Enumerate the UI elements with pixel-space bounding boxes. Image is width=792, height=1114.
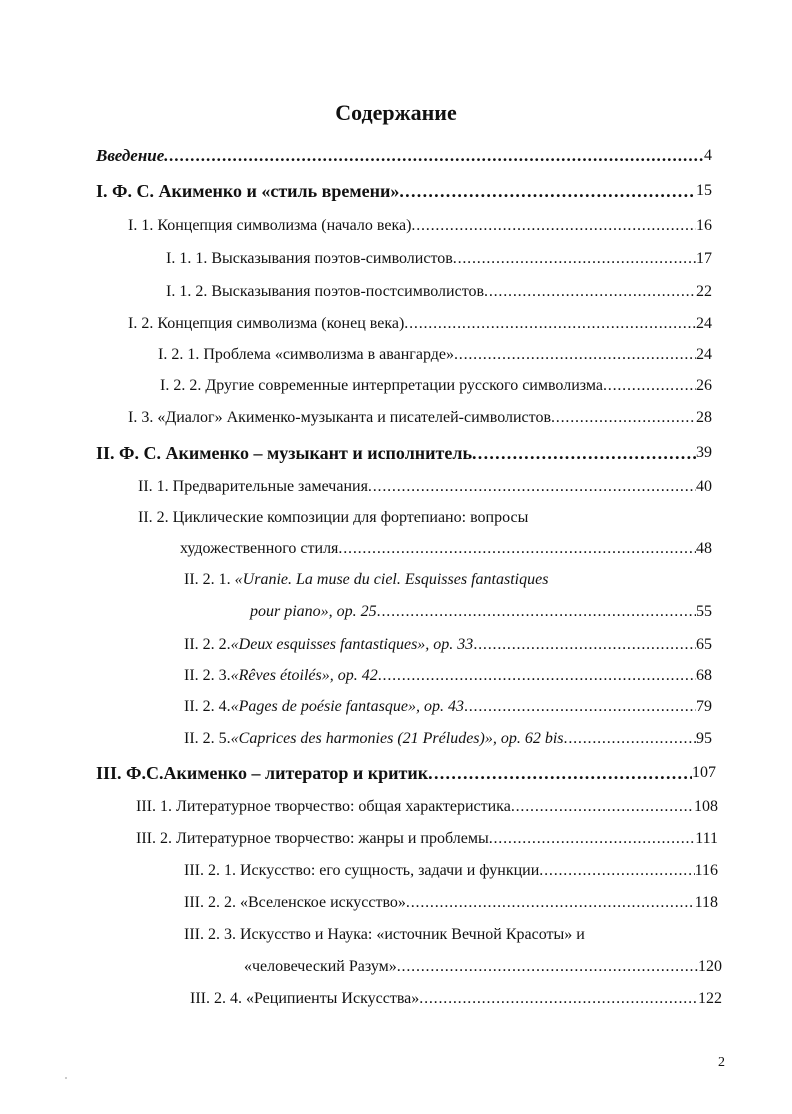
toc-entry-title: «Pages de poésie fantasque», op. 43 (230, 698, 464, 715)
toc-entry-text: III. 2. 2. «Вселенское искусство» (184, 894, 406, 911)
toc-page-number: 120 (698, 958, 722, 975)
toc-leader (406, 890, 695, 916)
toc-leader (453, 246, 696, 272)
toc-leader (419, 986, 698, 1012)
toc-entry-first-line[interactable] (184, 567, 548, 593)
toc-page-number: 39 (696, 444, 712, 461)
toc-page-number: 108 (694, 798, 718, 815)
toc-chapter-3[interactable] (96, 760, 716, 786)
toc-entry-text: I. 1. 2. Высказывания поэтов-постсимволистов (166, 283, 485, 300)
toc-page-number: 17 (696, 250, 712, 267)
toc-entry[interactable] (128, 311, 712, 337)
toc-entry[interactable] (166, 279, 712, 305)
toc-entry[interactable] (180, 536, 712, 562)
toc-entry[interactable] (184, 890, 718, 916)
toc-leader (603, 373, 696, 399)
toc-entry-text: I. 1. 1. Высказывания поэтов-символистов (166, 250, 453, 267)
toc-entry[interactable] (184, 663, 712, 689)
toc-entry-text: I. 2. 2. Другие современные интерпретации русского символизма (160, 377, 603, 394)
toc-entry-text: II. Ф. С. Акименко – музыкант и исполнитель (96, 443, 472, 463)
toc-chapter-2[interactable] (96, 440, 712, 466)
toc-entry-text: III. 2. Литературное творчество: жанры и проблемы (136, 830, 489, 847)
toc-leader (399, 178, 696, 204)
toc-entry[interactable] (138, 474, 712, 500)
toc-chapter-1[interactable] (96, 178, 712, 204)
toc-page-number: 24 (696, 346, 712, 363)
toc-leader (511, 794, 694, 820)
toc-entry-title: «Rêves étoilés», op. 42 (230, 667, 378, 684)
toc-page-number: 24 (696, 315, 712, 332)
toc-leader (454, 342, 696, 368)
toc-entry[interactable] (184, 726, 712, 752)
toc-page-number: 22 (696, 283, 712, 300)
toc-entry-first-line[interactable]: III. 2. 3. Искусство и Наука: «источник Вечной Красоты» и (184, 926, 585, 943)
toc-entry[interactable] (184, 632, 712, 658)
toc-page-number: 48 (696, 540, 712, 557)
toc-leader (377, 599, 696, 625)
toc-entry[interactable] (128, 405, 712, 431)
toc-page-number: 65 (696, 636, 712, 653)
page-number: 2 (718, 1055, 725, 1070)
toc-leader (428, 760, 692, 786)
toc-page-number: 118 (694, 894, 718, 911)
toc-leader (464, 694, 696, 720)
toc-entry-number: II. 2. 2. (184, 636, 231, 653)
toc-entry-text: III. 1. Литературное творчество: общая характеристика (136, 798, 511, 815)
toc-entry[interactable] (160, 373, 712, 399)
toc-entry-text: III. 2. 4. «Реципиенты Искусства» (190, 990, 420, 1007)
toc-entry-text: I. 3. «Диалог» Акименко-музыканта и писателей-символистов (128, 409, 551, 426)
toc-page-number: 122 (698, 990, 722, 1007)
toc-entry-text: III. 2. 1. Искусство: его сущность, задачи и функции (184, 862, 540, 879)
toc-entry[interactable] (244, 954, 722, 980)
toc-entry[interactable] (158, 342, 712, 368)
toc-entry-number: II. 2. 4. (184, 698, 231, 715)
toc-page-number: 55 (696, 603, 712, 620)
toc-page-number: 4 (704, 147, 712, 164)
toc-page-number: 40 (696, 478, 712, 495)
toc-page-number: 26 (696, 377, 712, 394)
toc-entry-first-line[interactable]: II. 2. Циклические композиции для фортепиано: вопросы (138, 509, 529, 526)
toc-leader (397, 954, 698, 980)
toc-entry-text: I. Ф. С. Акименко и «стиль времени» (96, 181, 400, 201)
toc-page-number: 79 (696, 698, 712, 715)
toc-entry-text: I. 2. 1. Проблема «символизма в авангарде» (158, 346, 454, 363)
toc-entry-text: Введение (96, 146, 165, 165)
toc-entry[interactable] (166, 246, 712, 272)
toc-leader (164, 143, 704, 169)
toc-entry-text: II. 1. Предварительные замечания (138, 478, 368, 495)
toc-leader (489, 826, 696, 852)
toc-page-number: 16 (696, 217, 712, 234)
toc-leader (378, 663, 696, 689)
toc-entry[interactable] (136, 794, 718, 820)
scan-speck (65, 1077, 67, 1079)
toc-leader (539, 858, 694, 884)
toc-entry[interactable] (250, 599, 712, 625)
toc-leader (338, 536, 696, 562)
toc-page-number: 15 (696, 182, 712, 199)
toc-entry-title: pour piano», op. 25 (250, 603, 377, 620)
toc-leader (551, 405, 696, 431)
toc-entry[interactable] (190, 986, 722, 1012)
toc-entry[interactable] (136, 826, 718, 852)
toc-entry[interactable] (128, 213, 712, 239)
toc-entry-introduction[interactable] (96, 143, 712, 169)
toc-page-number: 107 (692, 764, 716, 781)
toc-entry[interactable] (184, 858, 718, 884)
toc-entry-number: II. 2. 5. (184, 730, 231, 747)
toc-entry-number: II. 2. 1. (184, 571, 235, 588)
toc-leader (472, 440, 696, 466)
toc-entry-text: художественного стиля (180, 540, 339, 557)
toc-entry-number: II. 2. 3. (184, 667, 231, 684)
page-title: Содержание (335, 100, 457, 125)
toc-page-number: 116 (694, 862, 718, 879)
toc-entry-text: I. 2. Концепция символизма (конец века) (128, 315, 405, 332)
toc-page-number: 111 (695, 830, 718, 847)
toc-page-number: 28 (696, 409, 712, 426)
toc-entry-title: «Deux esquisses fantastiques», op. 33 (230, 636, 474, 653)
toc-leader (564, 726, 696, 752)
toc-entry-text: I. 1. Концепция символизма (начало века) (128, 217, 412, 234)
toc-entry-text: «человеческий Разум» (244, 958, 397, 975)
toc-page-number: 95 (696, 730, 712, 747)
toc-leader (473, 632, 696, 658)
toc-entry-title: «Caprices des harmonies (21 Préludes)», op. 62 bis (230, 730, 564, 747)
toc-leader (404, 311, 696, 337)
toc-leader (411, 213, 696, 239)
toc-entry-text: III. Ф.С.Акименко – литератор и критик (96, 763, 429, 783)
toc-entry-title: «Uranie. La muse du ciel. Esquisses fantastiques (234, 571, 549, 588)
toc-leader (484, 279, 696, 305)
toc-page-number: 68 (696, 667, 712, 684)
toc-entry[interactable] (184, 694, 712, 720)
toc-leader (368, 474, 696, 500)
